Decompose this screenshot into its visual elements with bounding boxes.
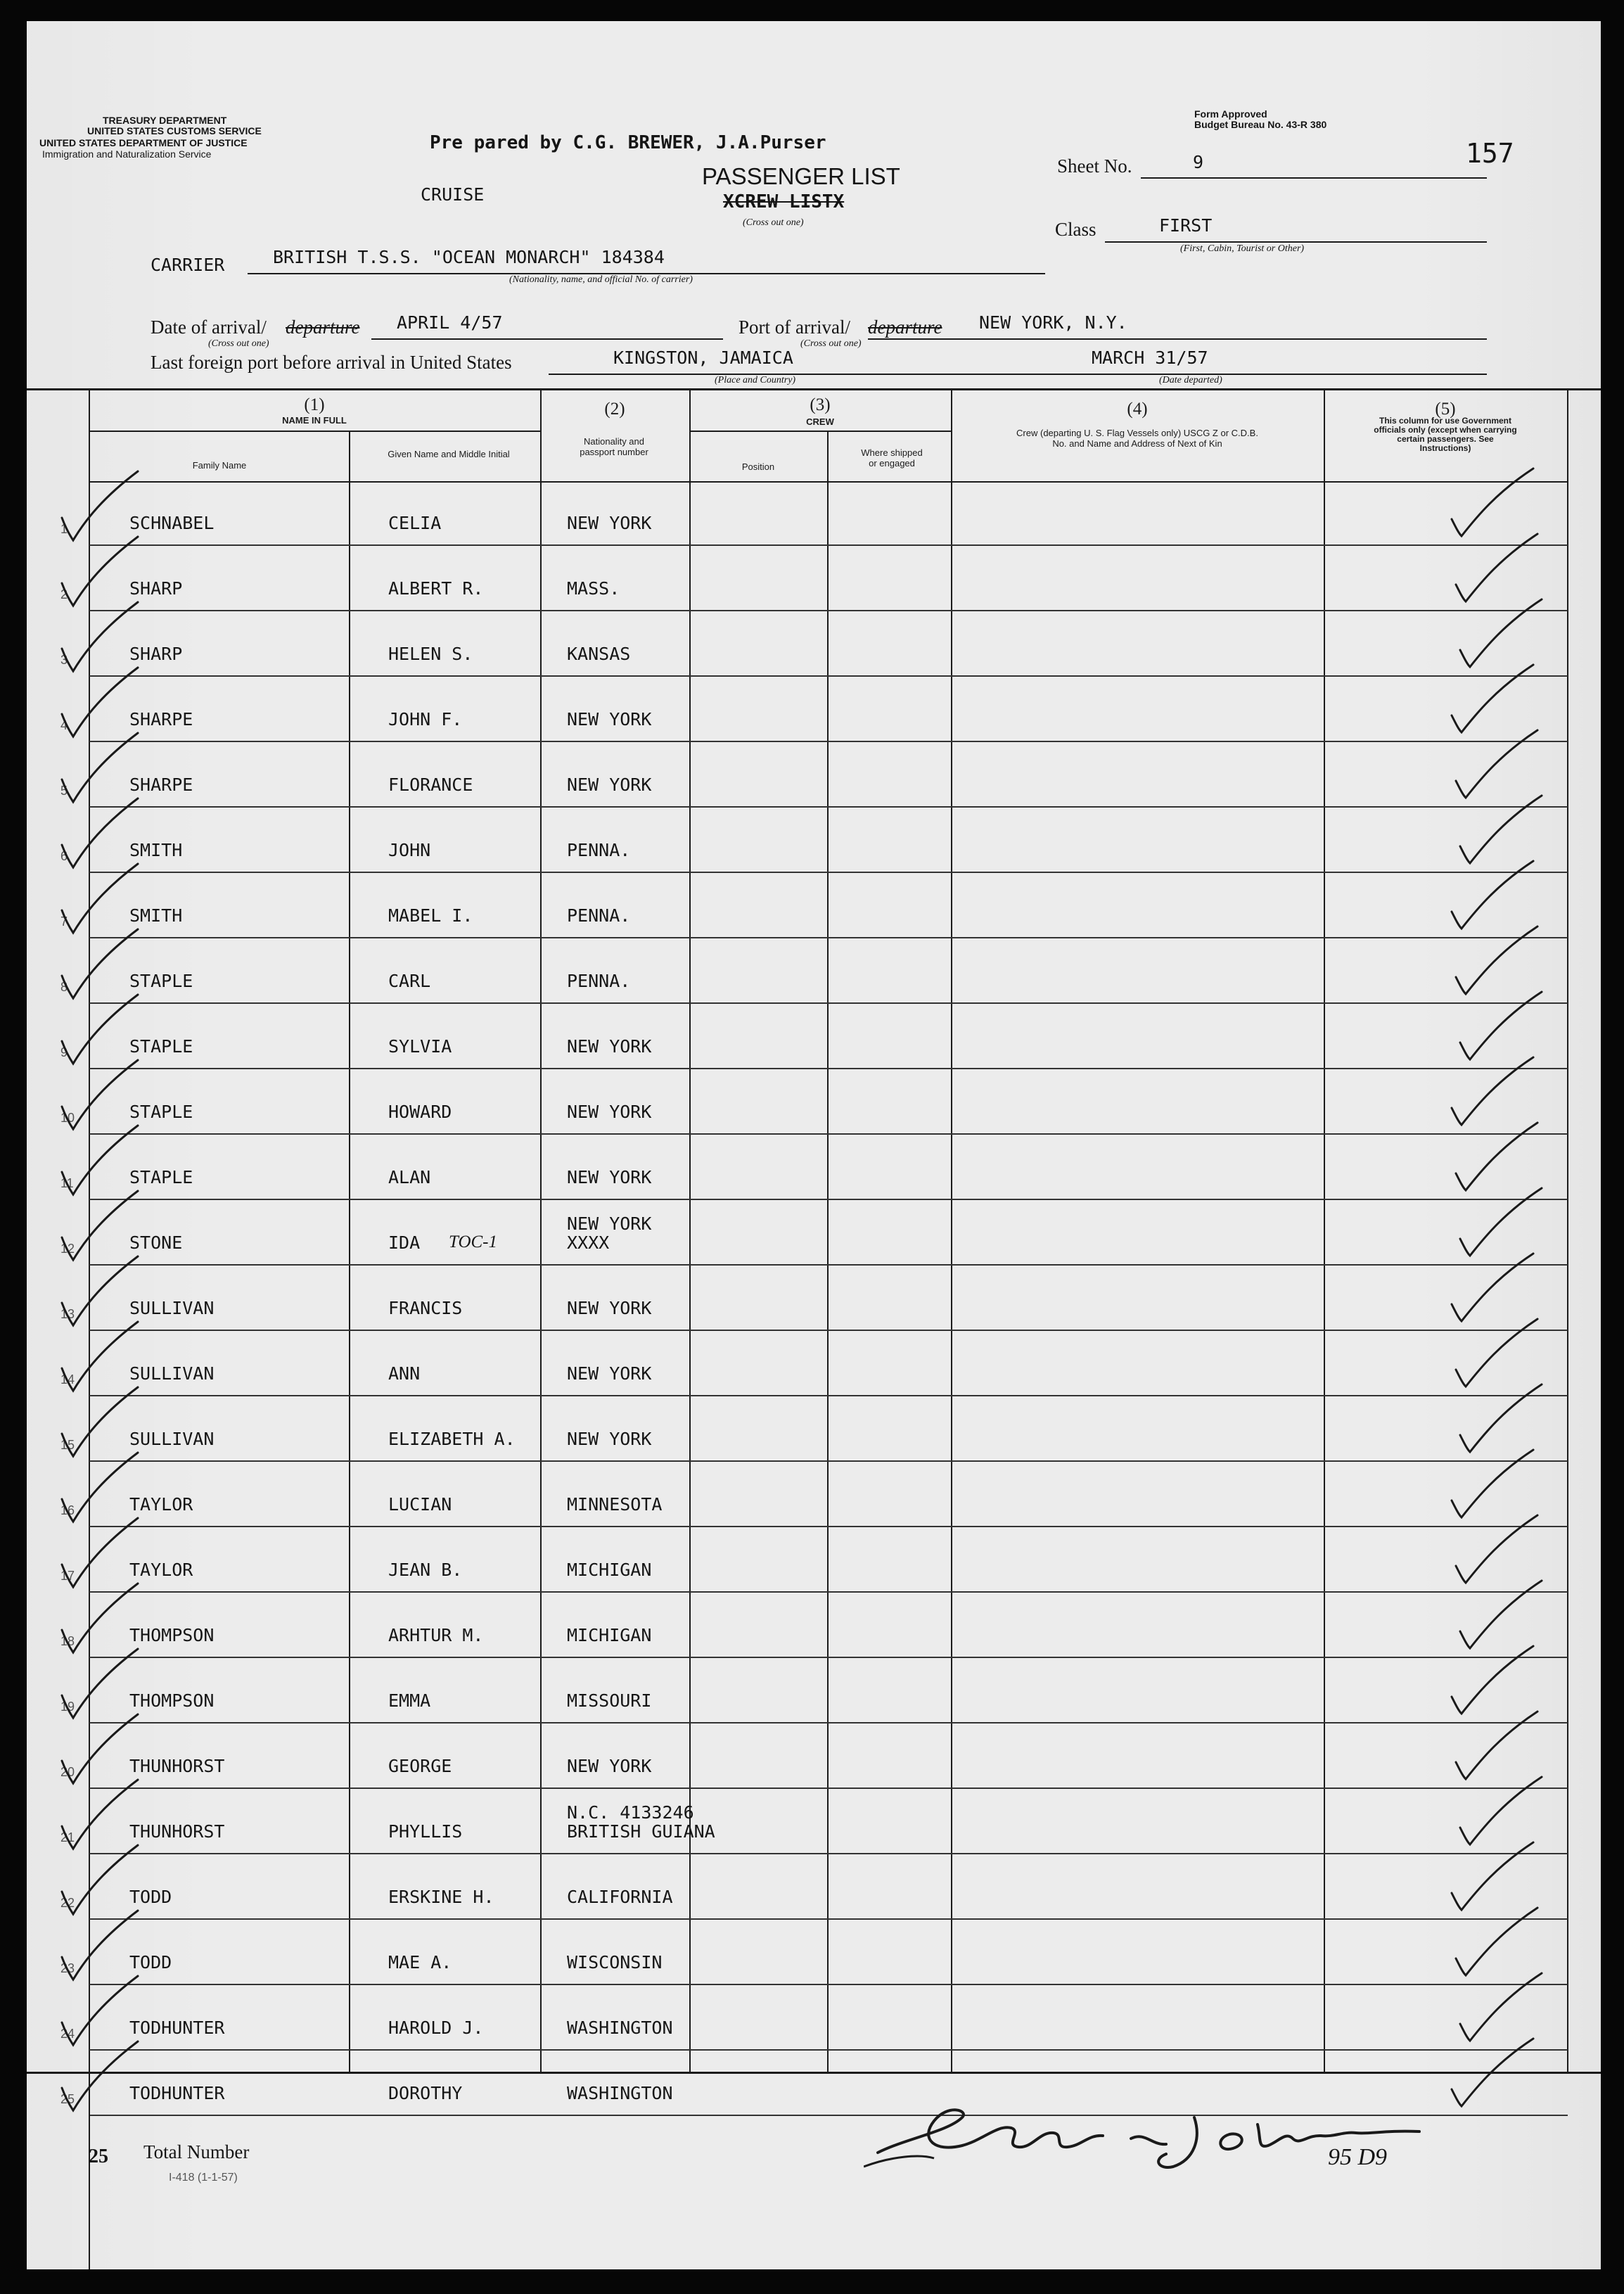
table-row: [27, 1790, 1601, 1855]
nationality: WISCONSIN: [567, 1952, 663, 1973]
table-row: [27, 1463, 1601, 1528]
cross-out-note-1: (Cross out one): [743, 217, 804, 228]
given-name: ANN: [388, 1363, 421, 1384]
nationality: MINNESOTA: [567, 1494, 663, 1515]
row-number: 15: [60, 1438, 75, 1452]
col2-number: (2): [604, 400, 625, 419]
table-row: [27, 939, 1601, 1005]
family-name: STAPLE: [129, 1102, 193, 1122]
nationality: NEW YORK: [567, 1298, 652, 1318]
row-rule: [89, 1199, 1568, 1200]
nationality: NEW YORK: [567, 1213, 652, 1234]
row-number: 18: [60, 1634, 75, 1648]
row-number: 2: [60, 587, 68, 601]
carrier-note: (Nationality, name, and official No. of carrier): [509, 274, 693, 285]
family-header: Family Name: [192, 460, 247, 471]
row-number: 13: [60, 1307, 75, 1321]
given-name: JEAN B.: [388, 1560, 463, 1580]
row-rule: [89, 1264, 1568, 1266]
row-rule: [89, 1330, 1568, 1331]
prepared-by: Pre pared by C.G. BREWER, J.A.Purser: [430, 132, 826, 153]
row-rule: [89, 544, 1568, 546]
nationality: MASS.: [567, 578, 620, 599]
crew-list-struck: XCREW LISTX: [723, 191, 845, 212]
family-name: THOMPSON: [129, 1625, 215, 1645]
header-rule-sub3: [689, 431, 951, 432]
row-rule: [89, 675, 1568, 677]
col1-number: (1): [304, 395, 325, 414]
row-rule: [89, 806, 1568, 808]
agency-line-3: UNITED STATES DEPARTMENT OF JUSTICE: [39, 137, 248, 148]
table-row: [27, 481, 1601, 547]
row-number: 12: [60, 1242, 75, 1256]
nationality: WASHINGTON: [567, 2083, 673, 2103]
family-name: SMITH: [129, 840, 183, 860]
class-label: Class: [1055, 219, 1096, 240]
row-rule: [89, 1984, 1568, 1985]
table-row: [27, 1135, 1601, 1201]
row-number: 1: [60, 522, 68, 536]
given-name: LUCIAN: [388, 1494, 452, 1515]
row-rule: [89, 1395, 1568, 1396]
col5-number: (5): [1435, 400, 1456, 419]
nationality: NEW YORK: [567, 1363, 652, 1384]
family-name: SHARP: [129, 578, 183, 599]
page-number: 157: [1466, 138, 1514, 169]
given-name: ARHTUR M.: [388, 1625, 484, 1645]
given-name: ELIZABETH A.: [388, 1429, 516, 1449]
nationality: PENNA.: [567, 905, 631, 926]
table-row: [27, 1528, 1601, 1593]
total-count: 25: [89, 2146, 108, 2167]
row-number: 23: [60, 1961, 75, 1975]
given-name: JOHN: [388, 840, 431, 860]
nationality: NEW YORK: [567, 775, 652, 795]
given-name-annotation: TOC-1: [449, 1232, 498, 1251]
family-name: TODHUNTER: [129, 2018, 225, 2038]
manifest-sheet: [27, 21, 1601, 2269]
class-value: FIRST: [1159, 215, 1213, 236]
footer-rule: [89, 2074, 90, 2269]
family-name: TODD: [129, 1952, 172, 1973]
given-name: MAE A.: [388, 1952, 452, 1973]
table-row: [27, 1332, 1601, 1397]
port-value: NEW YORK, N.Y.: [979, 312, 1127, 333]
row-number: 20: [60, 1765, 75, 1779]
nationality: NEW YORK: [567, 1102, 652, 1122]
nationality: NEW YORK: [567, 1036, 652, 1057]
given-name: HOWARD: [388, 1102, 452, 1122]
form-code: I-418 (1-1-57): [169, 2172, 238, 2184]
family-name: TODD: [129, 1887, 172, 1907]
nationality: PENNA.: [567, 971, 631, 991]
row-number: 8: [60, 980, 68, 994]
table-row: [27, 1659, 1601, 1724]
last-port-note: (Place and Country): [715, 375, 796, 385]
table-row: [27, 612, 1601, 677]
given-name: CELIA: [388, 513, 442, 533]
position-header: Position: [741, 461, 775, 472]
header-rule-sub1: [89, 431, 540, 432]
table-row: [27, 1593, 1601, 1659]
nationality: PENNA.: [567, 840, 631, 860]
departed-underline: [1041, 374, 1487, 375]
nationality-line-2: XXXX: [567, 1232, 610, 1253]
given-name: FRANCIS: [388, 1298, 463, 1318]
agency-line-4: Immigration and Naturalization Service: [42, 148, 212, 160]
row-number: 3: [60, 653, 68, 667]
col3-title: CREW: [806, 416, 834, 427]
cross-out-note-3: (Cross out one): [800, 338, 862, 349]
family-name: SMITH: [129, 905, 183, 926]
row-rule: [89, 1460, 1568, 1462]
last-port-value: KINGSTON, JAMAICA: [613, 348, 793, 368]
arrival-struck: departure: [286, 317, 360, 338]
table-row: [27, 1920, 1601, 1986]
given-name: MABEL I.: [388, 905, 473, 926]
row-number: 24: [60, 2027, 75, 2041]
table-row: [27, 1266, 1601, 1332]
row-number: 25: [60, 2092, 75, 2106]
agency-line-1: TREASURY DEPARTMENT: [103, 115, 227, 126]
cruise-label: CRUISE: [421, 184, 485, 205]
given-name: FLORANCE: [388, 775, 473, 795]
nationality: WASHINGTON: [567, 2018, 673, 2038]
family-name: THOMPSON: [129, 1690, 215, 1711]
row-number: 16: [60, 1503, 75, 1517]
table-row: [27, 1201, 1601, 1266]
given-name: PHYLLIS: [388, 1821, 463, 1842]
given-name: HELEN S.: [388, 644, 473, 664]
family-name: SHARPE: [129, 775, 193, 795]
nationality: N.C. 4133246: [567, 1802, 694, 1823]
nationality: CALIFORNIA: [567, 1887, 673, 1907]
table-row: [27, 743, 1601, 808]
row-rule: [89, 2049, 1568, 2051]
col5-title: This column for use Government officials only (except when carrying certain passengers. See Instructions): [1374, 416, 1517, 453]
row-rule: [89, 1722, 1568, 1723]
nationality: MICHIGAN: [567, 1560, 652, 1580]
family-name: THUNHORST: [129, 1756, 225, 1776]
given-name: ERSKINE H.: [388, 1887, 494, 1907]
nationality: NEW YORK: [567, 1756, 652, 1776]
port-struck: departure: [868, 317, 942, 338]
passenger-list-title: PASSENGER LIST: [702, 163, 900, 189]
col4-title: Crew (departing U. S. Flag Vessels only) USCG Z or C.D.B. No. and Name and Address of Next of Kin: [1016, 428, 1258, 449]
given-name: JOHN F.: [388, 709, 463, 729]
sheet-number: 9: [1193, 152, 1204, 172]
row-rule: [89, 1918, 1568, 1920]
last-port-label: Last foreign port before arrival in United States: [151, 352, 512, 373]
row-number: 19: [60, 1700, 75, 1714]
nationality: NEW YORK: [567, 1429, 652, 1449]
col3-number: (3): [810, 395, 831, 414]
row-rule: [89, 937, 1568, 938]
table-top-rule: [27, 388, 1601, 390]
departed-value: MARCH 31/57: [1092, 348, 1208, 368]
family-name: SULLIVAN: [129, 1298, 215, 1318]
row-number: 17: [60, 1569, 75, 1583]
family-name: SULLIVAN: [129, 1363, 215, 1384]
given-name: ALAN: [388, 1167, 431, 1187]
row-rule: [89, 1591, 1568, 1593]
cross-out-note-2: (Cross out one): [208, 338, 269, 349]
given-name: SYLVIA: [388, 1036, 452, 1057]
col4-number: (4): [1127, 400, 1148, 419]
signature-note: 95 D9: [1328, 2144, 1388, 2170]
row-rule: [89, 1526, 1568, 1527]
left-check-mark-icon: [55, 2039, 146, 2116]
row-rule: [89, 610, 1568, 611]
agency-line-2: UNITED STATES CUSTOMS SERVICE: [87, 125, 262, 136]
family-name: TAYLOR: [129, 1560, 193, 1580]
row-number: 22: [60, 1896, 75, 1910]
carrier-label: CARRIER: [151, 255, 225, 275]
given-name: ALBERT R.: [388, 578, 484, 599]
family-name: SHARP: [129, 644, 183, 664]
departed-note: (Date departed): [1159, 375, 1222, 385]
col2-title: Nationality and passport number: [580, 436, 648, 457]
row-number: 5: [60, 784, 68, 798]
row-number: 4: [60, 718, 68, 732]
family-name: STAPLE: [129, 1036, 193, 1057]
sheet-underline: [1141, 177, 1487, 179]
table-row: [27, 1724, 1601, 1790]
row-number: 9: [60, 1045, 68, 1059]
given-name: GEORGE: [388, 1756, 452, 1776]
table-row: [27, 1397, 1601, 1463]
family-name: TODHUNTER: [129, 2083, 225, 2103]
family-name: STAPLE: [129, 971, 193, 991]
given-name: CARL: [388, 971, 431, 991]
col1-title: NAME IN FULL: [282, 415, 347, 426]
inspector-signature: [864, 2089, 1525, 2195]
nationality: MICHIGAN: [567, 1625, 652, 1645]
family-name: THUNHORST: [129, 1821, 225, 1842]
table-row: [27, 1986, 1601, 2051]
nationality: NEW YORK: [567, 513, 652, 533]
given-header: Given Name and Middle Initial: [388, 449, 510, 459]
arrival-underline: [371, 338, 723, 340]
form-approved-1: Form Approved: [1194, 108, 1267, 120]
table-row: [27, 808, 1601, 874]
row-rule: [89, 1657, 1568, 1658]
form-approved-2: Budget Bureau No. 43-R 380: [1194, 119, 1327, 130]
class-underline: [1105, 241, 1487, 243]
row-number: 11: [60, 1176, 74, 1190]
table-row: [27, 1005, 1601, 1070]
carrier-value: BRITISH T.S.S. "OCEAN MONARCH" 184384: [273, 247, 665, 267]
row-number: 10: [60, 1111, 75, 1125]
row-number: 21: [60, 1830, 75, 1844]
port-label: Port of arrival/: [739, 317, 850, 338]
table-row: [27, 547, 1601, 612]
row-rule: [89, 1068, 1568, 1069]
nationality: MISSOURI: [567, 1690, 652, 1711]
nationality: NEW YORK: [567, 1167, 652, 1187]
total-label: Total Number: [143, 2141, 250, 2162]
row-number: 14: [60, 1372, 75, 1387]
row-number: 6: [60, 849, 68, 863]
arrival-label: Date of arrival/: [151, 317, 267, 338]
family-name: SULLIVAN: [129, 1429, 215, 1449]
given-name: IDA: [388, 1232, 421, 1253]
row-number: 7: [60, 915, 68, 929]
arrival-value: APRIL 4/57: [397, 312, 503, 333]
given-name: HAROLD J.: [388, 2018, 484, 2038]
nationality: NEW YORK: [567, 709, 652, 729]
nationality-line-2: BRITISH GUIANA: [567, 1821, 715, 1842]
sheet-label: Sheet No.: [1057, 155, 1132, 177]
row-rule: [89, 1853, 1568, 1854]
class-note: (First, Cabin, Tourist or Other): [1180, 243, 1305, 254]
table-row: [27, 1855, 1601, 1920]
table-row: [27, 677, 1601, 743]
row-rule: [89, 1002, 1568, 1004]
family-name: SHARPE: [129, 709, 193, 729]
family-name: TAYLOR: [129, 1494, 193, 1515]
row-rule: [89, 1788, 1568, 1789]
row-rule: [89, 741, 1568, 742]
shipped-header: Where shipped or engaged: [861, 447, 923, 469]
family-name: STAPLE: [129, 1167, 193, 1187]
nationality: KANSAS: [567, 644, 631, 664]
port-underline: [868, 338, 1487, 340]
family-name: STONE: [129, 1232, 183, 1253]
row-rule: [89, 872, 1568, 873]
row-rule: [89, 1133, 1568, 1135]
given-name: DOROTHY: [388, 2083, 463, 2103]
table-row: [27, 1070, 1601, 1135]
given-name: EMMA: [388, 1690, 431, 1711]
table-row: [27, 874, 1601, 939]
family-name: SCHNABEL: [129, 513, 215, 533]
